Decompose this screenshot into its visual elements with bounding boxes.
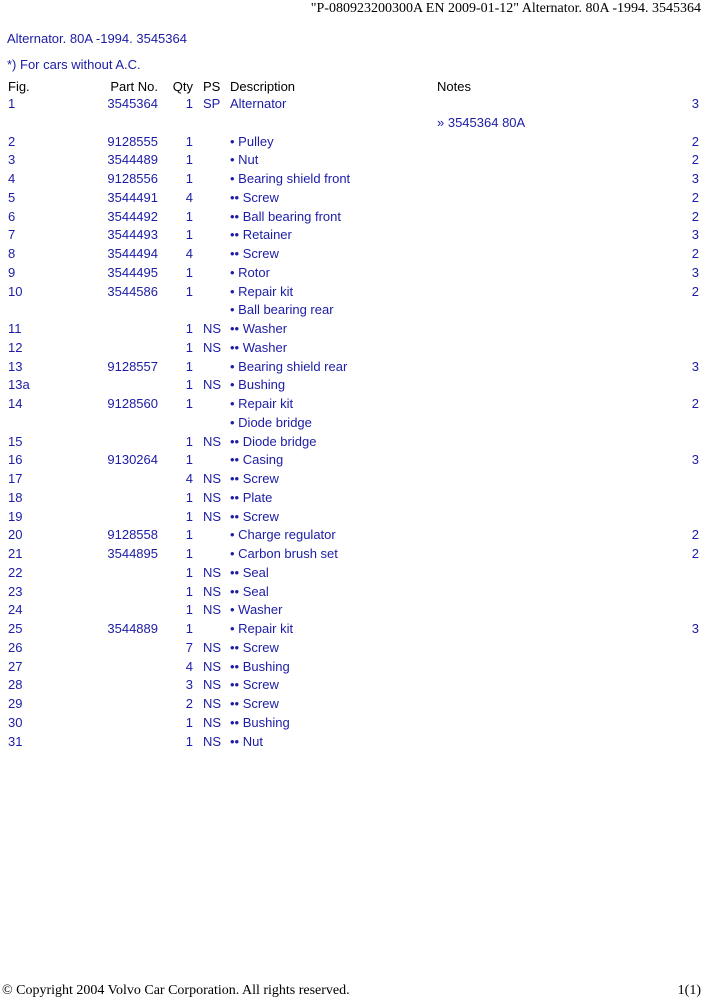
cell-ps: NS <box>203 696 222 711</box>
cell-ps: NS <box>203 471 222 486</box>
cell-qty: 1 <box>185 377 193 393</box>
column-ps: PS <box>203 79 221 94</box>
cell-description: • Charge regulator <box>230 527 336 543</box>
cell-fig: 5 <box>8 189 16 205</box>
cell-fig: 21 <box>8 546 23 561</box>
table-row <box>0 226 707 245</box>
cell-fig: 9 <box>8 264 16 280</box>
cell-ps: NS <box>203 583 222 599</box>
cell-description: •• Plate <box>230 489 273 505</box>
cell-value: 3 <box>691 358 699 374</box>
cell-description: •• Screw <box>230 471 279 486</box>
cell-ps: NS <box>203 658 222 674</box>
page-number: 1(1) <box>677 983 701 998</box>
cell-fig: 27 <box>8 658 23 674</box>
table-row <box>0 676 707 695</box>
table-row <box>0 470 707 489</box>
cell-value: 2 <box>691 133 699 149</box>
cell-part-no: 3544493 <box>107 227 158 243</box>
cell-qty: 1 <box>185 564 193 580</box>
cell-description: • Repair kit <box>230 396 294 411</box>
cell-value: 3 <box>691 96 699 111</box>
table-row <box>0 545 707 564</box>
table-row <box>0 639 707 658</box>
table-row <box>0 376 707 395</box>
cell-ps: SP <box>203 96 221 111</box>
cell-ps: NS <box>203 602 222 618</box>
cell-qty: 1 <box>185 508 193 524</box>
cell-qty: 1 <box>185 621 193 636</box>
cell-description: • Bearing shield front <box>230 171 351 186</box>
cell-part-no: 3545364 <box>107 96 158 111</box>
cell-part-no: 3544494 <box>107 246 158 261</box>
cell-part-no: 3544491 <box>107 189 158 205</box>
table-row <box>0 320 707 339</box>
cell-qty: 1 <box>185 714 193 730</box>
cell-fig: 3 <box>8 152 16 168</box>
cell-qty: 1 <box>185 227 193 243</box>
cell-description: •• Diode bridge <box>230 433 317 449</box>
cell-description: •• Ball bearing front <box>230 208 341 224</box>
cell-part-no: 3544495 <box>107 264 158 280</box>
cell-fig: 30 <box>8 714 23 730</box>
cell-qty: 1 <box>185 583 193 599</box>
cell-description: •• Bushing <box>230 714 290 730</box>
cell-description: •• Screw <box>230 508 279 524</box>
cell-qty: 7 <box>185 639 193 655</box>
table-row <box>0 601 707 620</box>
table-row <box>0 451 707 470</box>
cell-qty: 1 <box>185 452 193 468</box>
table-row <box>0 283 707 302</box>
cell-ps: NS <box>203 489 222 505</box>
table-row <box>0 95 707 114</box>
table-row <box>0 733 707 752</box>
cell-fig: 7 <box>8 227 16 243</box>
table-row <box>0 414 707 433</box>
page-title: Alternator. 80A -1994. 3545364 <box>7 31 187 46</box>
table-row <box>0 395 707 414</box>
cell-qty: 1 <box>185 264 193 280</box>
table-header <box>0 78 707 96</box>
cell-part-no: 3544895 <box>107 546 158 561</box>
cell-value: 3 <box>691 227 699 243</box>
cell-description: • Washer <box>230 602 283 618</box>
table-row <box>0 695 707 714</box>
table-row <box>0 189 707 208</box>
cell-description: • Nut <box>230 152 259 168</box>
table-row <box>0 114 707 133</box>
cell-description: •• Screw <box>230 677 279 693</box>
cell-description: •• Bushing <box>230 658 290 674</box>
cell-description: • Pulley <box>230 133 274 149</box>
cell-ps: NS <box>203 733 222 749</box>
cell-fig: 19 <box>8 508 23 524</box>
column-description: Description <box>230 79 296 94</box>
cell-value: 2 <box>691 396 699 411</box>
cell-part-no: 3544489 <box>107 152 158 168</box>
column-qty: Qty <box>172 79 193 94</box>
cell-qty: 1 <box>185 358 193 374</box>
cell-fig: 14 <box>8 396 23 411</box>
cell-description: •• Retainer <box>230 227 292 243</box>
cell-fig: 25 <box>8 621 23 636</box>
cell-fig: 12 <box>8 339 23 355</box>
cell-ps: NS <box>203 714 222 730</box>
table-row <box>0 339 707 358</box>
cell-fig: 10 <box>8 283 23 299</box>
cell-description: • Carbon brush set <box>230 546 338 561</box>
cell-fig: 22 <box>8 564 23 580</box>
table-row <box>0 245 707 264</box>
cell-qty: 1 <box>185 733 193 749</box>
cell-fig: 28 <box>8 677 23 693</box>
cell-ps: NS <box>203 564 222 580</box>
table-row <box>0 583 707 602</box>
cell-fig: 23 <box>8 583 23 599</box>
cell-qty: 1 <box>185 527 193 543</box>
cell-qty: 1 <box>185 602 193 618</box>
copyright: © Copyright 2004 Volvo Car Corporation. All rights reserved. <box>2 983 350 998</box>
cell-description: Alternator <box>230 96 287 111</box>
cell-qty: 1 <box>185 339 193 355</box>
cell-fig: 18 <box>8 489 23 505</box>
cell-part-no: 9128557 <box>107 358 158 374</box>
cell-part-no: 3544586 <box>107 283 158 299</box>
cell-part-no: 9130264 <box>107 452 158 468</box>
cell-qty: 4 <box>185 658 193 674</box>
cell-part-no: 9128560 <box>107 396 158 411</box>
table-row <box>0 301 707 320</box>
cell-part-no: 9128555 <box>107 133 158 149</box>
cell-fig: 20 <box>8 527 23 543</box>
cell-value: 2 <box>691 283 699 299</box>
table-row <box>0 358 707 377</box>
cell-qty: 4 <box>185 189 193 205</box>
cell-qty: 1 <box>185 489 193 505</box>
cell-notes: » 3545364 80A <box>437 114 526 130</box>
cell-qty: 1 <box>185 208 193 224</box>
cell-value: 3 <box>691 621 699 636</box>
cell-description: •• Screw <box>230 639 279 655</box>
cell-fig: 17 <box>8 471 23 486</box>
table-row <box>0 658 707 677</box>
cell-fig: 2 <box>8 133 16 149</box>
cell-description: •• Seal <box>230 564 269 580</box>
table-row <box>0 170 707 189</box>
cell-fig: 31 <box>8 733 23 749</box>
cell-fig: 15 <box>8 433 23 449</box>
cell-qty: 2 <box>185 696 193 711</box>
cell-value: 2 <box>691 208 699 224</box>
cell-value: 2 <box>691 246 699 261</box>
cell-qty: 4 <box>185 246 193 261</box>
cell-ps: NS <box>203 339 222 355</box>
table-row <box>0 433 707 452</box>
cell-value: 2 <box>691 189 699 205</box>
cell-qty: 1 <box>185 133 193 149</box>
cell-value: 2 <box>691 546 699 561</box>
column-part-no: Part No. <box>110 79 158 94</box>
cell-description: • Repair kit <box>230 621 294 636</box>
cell-description: • Diode bridge <box>230 414 312 430</box>
cell-ps: NS <box>203 639 222 655</box>
cell-description: • Rotor <box>230 264 270 280</box>
table-row <box>0 714 707 733</box>
page-subtitle: *) For cars without A.C. <box>7 57 141 72</box>
cell-description: •• Screw <box>230 189 279 205</box>
cell-description: •• Seal <box>230 583 269 599</box>
cell-fig: 1 <box>8 96 16 111</box>
cell-description: • Ball bearing rear <box>230 302 334 318</box>
cell-ps: NS <box>203 677 222 693</box>
cell-part-no: 9128556 <box>107 171 158 186</box>
cell-part-no: 3544889 <box>107 621 158 636</box>
cell-value: 3 <box>691 171 699 186</box>
table-row <box>0 508 707 527</box>
cell-qty: 1 <box>185 321 193 336</box>
cell-description: •• Washer <box>230 339 288 355</box>
cell-fig: 6 <box>8 208 16 224</box>
cell-value: 3 <box>691 452 699 468</box>
table-row <box>0 208 707 227</box>
cell-part-no: 3544492 <box>107 208 158 224</box>
table-row <box>0 151 707 170</box>
cell-description: • Repair kit <box>230 283 294 299</box>
cell-value: 2 <box>691 527 699 543</box>
table-row <box>0 133 707 152</box>
cell-qty: 1 <box>185 546 193 561</box>
cell-qty: 3 <box>185 677 193 693</box>
cell-description: • Bearing shield rear <box>230 358 348 374</box>
cell-ps: NS <box>203 433 222 449</box>
table-row <box>0 489 707 508</box>
cell-description: •• Screw <box>230 246 279 261</box>
cell-ps: NS <box>203 377 222 393</box>
cell-fig: 29 <box>8 696 23 711</box>
cell-description: • Bushing <box>230 377 286 393</box>
cell-fig: 13a <box>8 377 30 393</box>
column-notes: Notes <box>437 79 471 94</box>
cell-qty: 1 <box>185 152 193 168</box>
cell-qty: 1 <box>185 96 193 111</box>
cell-fig: 11 <box>8 321 22 336</box>
cell-ps: NS <box>203 321 222 336</box>
cell-part-no: 9128558 <box>107 527 158 543</box>
cell-description: •• Washer <box>230 321 288 336</box>
cell-qty: 1 <box>185 283 193 299</box>
cell-fig: 4 <box>8 171 16 186</box>
table-row <box>0 620 707 639</box>
cell-qty: 4 <box>185 471 193 486</box>
cell-ps: NS <box>203 508 222 524</box>
cell-description: •• Casing <box>230 452 284 468</box>
cell-qty: 1 <box>185 396 193 411</box>
cell-qty: 1 <box>185 433 193 449</box>
table-row <box>0 564 707 583</box>
table-row <box>0 264 707 283</box>
parts-table <box>0 95 707 751</box>
column-fig: Fig. <box>8 79 30 94</box>
page-header: "P-080923200300A EN 2009-01-12" Alternator. 80A -1994. 3545364 <box>310 1 701 16</box>
cell-fig: 8 <box>8 246 16 261</box>
cell-value: 2 <box>691 152 699 168</box>
cell-fig: 16 <box>8 452 23 468</box>
cell-description: •• Screw <box>230 696 279 711</box>
cell-qty: 1 <box>185 171 193 186</box>
cell-value: 3 <box>691 264 699 280</box>
cell-fig: 13 <box>8 358 23 374</box>
cell-fig: 24 <box>8 602 23 618</box>
cell-fig: 26 <box>8 639 23 655</box>
cell-description: •• Nut <box>230 733 263 749</box>
table-row <box>0 526 707 545</box>
